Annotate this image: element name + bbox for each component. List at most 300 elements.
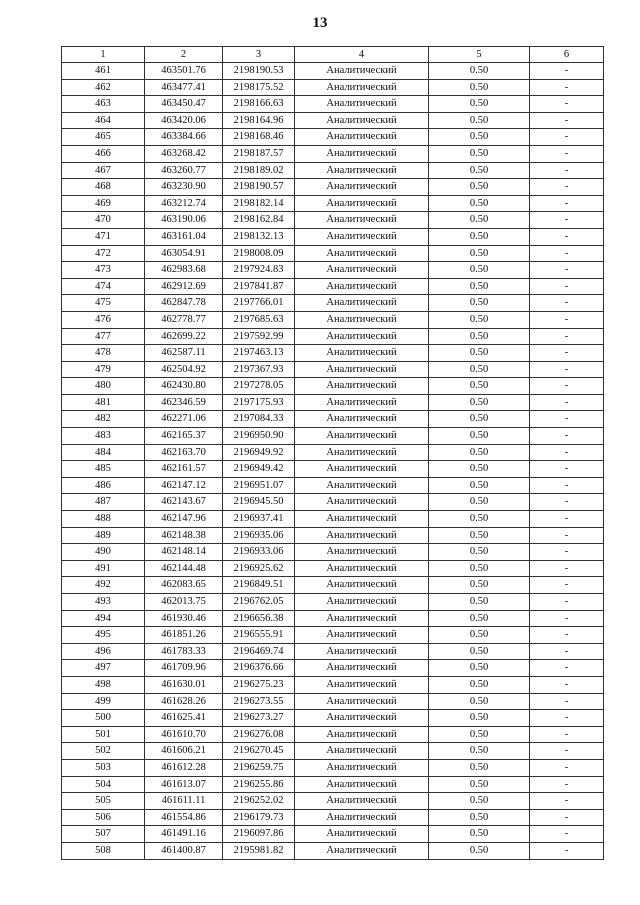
- point-number-cell: 476: [62, 311, 145, 328]
- y-coordinate-cell: 2197278.05: [223, 378, 295, 395]
- table-row: [62, 477, 604, 494]
- method-cell: Аналитический: [295, 96, 429, 113]
- y-coordinate-cell: 2196555.91: [223, 627, 295, 644]
- accuracy-cell: 0.50: [429, 96, 530, 113]
- y-coordinate-cell: 2196469.74: [223, 643, 295, 660]
- point-number-cell: 506: [62, 809, 145, 826]
- x-coordinate-cell: 461625.41: [145, 710, 223, 727]
- accuracy-cell: 0.50: [429, 660, 530, 677]
- x-coordinate-cell: 461610.70: [145, 726, 223, 743]
- x-coordinate-cell: 463477.41: [145, 79, 223, 96]
- point-number-cell: 463: [62, 96, 145, 113]
- point-number-cell: 496: [62, 643, 145, 660]
- x-coordinate-cell: 463420.06: [145, 112, 223, 129]
- note-cell: -: [530, 743, 604, 760]
- table-row: [62, 809, 604, 826]
- point-number-cell: 464: [62, 112, 145, 129]
- method-cell: Аналитический: [295, 378, 429, 395]
- y-coordinate-cell: 2196276.08: [223, 726, 295, 743]
- note-cell: -: [530, 411, 604, 428]
- accuracy-cell: 0.50: [429, 710, 530, 727]
- method-cell: Аналитический: [295, 776, 429, 793]
- table-row: [62, 378, 604, 395]
- y-coordinate-cell: 2198132.13: [223, 228, 295, 245]
- note-cell: -: [530, 793, 604, 810]
- y-coordinate-cell: 2198008.09: [223, 245, 295, 262]
- accuracy-cell: 0.50: [429, 577, 530, 594]
- point-number-cell: 477: [62, 328, 145, 345]
- note-cell: -: [530, 477, 604, 494]
- x-coordinate-cell: 462271.06: [145, 411, 223, 428]
- table-row: [62, 96, 604, 113]
- note-cell: -: [530, 759, 604, 776]
- accuracy-cell: 0.50: [429, 826, 530, 843]
- table-row: [62, 345, 604, 362]
- note-cell: -: [530, 676, 604, 693]
- table-row: [62, 195, 604, 212]
- x-coordinate-cell: 462147.96: [145, 511, 223, 528]
- accuracy-cell: 0.50: [429, 444, 530, 461]
- method-cell: Аналитический: [295, 842, 429, 859]
- point-number-cell: 475: [62, 295, 145, 312]
- x-coordinate-cell: 462165.37: [145, 428, 223, 445]
- accuracy-cell: 0.50: [429, 627, 530, 644]
- column-header: 3: [223, 47, 295, 63]
- method-cell: Аналитический: [295, 610, 429, 627]
- point-number-cell: 500: [62, 710, 145, 727]
- y-coordinate-cell: 2198190.53: [223, 63, 295, 80]
- method-cell: Аналитический: [295, 793, 429, 810]
- point-number-cell: 472: [62, 245, 145, 262]
- table-row: [62, 179, 604, 196]
- table-row: [62, 710, 604, 727]
- accuracy-cell: 0.50: [429, 676, 530, 693]
- note-cell: -: [530, 776, 604, 793]
- table-row: [62, 228, 604, 245]
- note-cell: -: [530, 145, 604, 162]
- point-number-cell: 465: [62, 129, 145, 146]
- method-cell: Аналитический: [295, 162, 429, 179]
- table-row: [62, 527, 604, 544]
- method-cell: Аналитический: [295, 278, 429, 295]
- accuracy-cell: 0.50: [429, 228, 530, 245]
- x-coordinate-cell: 462847.78: [145, 295, 223, 312]
- note-cell: -: [530, 345, 604, 362]
- note-cell: -: [530, 361, 604, 378]
- x-coordinate-cell: 461709.96: [145, 660, 223, 677]
- y-coordinate-cell: 2196252.02: [223, 793, 295, 810]
- note-cell: -: [530, 660, 604, 677]
- y-coordinate-cell: 2198182.14: [223, 195, 295, 212]
- point-number-cell: 502: [62, 743, 145, 760]
- accuracy-cell: 0.50: [429, 494, 530, 511]
- x-coordinate-cell: 463501.76: [145, 63, 223, 80]
- table-row: [62, 494, 604, 511]
- y-coordinate-cell: 2196275.23: [223, 676, 295, 693]
- note-cell: -: [530, 112, 604, 129]
- x-coordinate-cell: 463054.91: [145, 245, 223, 262]
- y-coordinate-cell: 2195981.82: [223, 842, 295, 859]
- note-cell: -: [530, 262, 604, 279]
- y-coordinate-cell: 2196273.27: [223, 710, 295, 727]
- method-cell: Аналитический: [295, 212, 429, 229]
- point-number-cell: 489: [62, 527, 145, 544]
- point-number-cell: 492: [62, 577, 145, 594]
- accuracy-cell: 0.50: [429, 594, 530, 611]
- method-cell: Аналитический: [295, 245, 429, 262]
- x-coordinate-cell: 462143.67: [145, 494, 223, 511]
- x-coordinate-cell: 462912.69: [145, 278, 223, 295]
- point-number-cell: 503: [62, 759, 145, 776]
- note-cell: -: [530, 79, 604, 96]
- table-row: [62, 394, 604, 411]
- point-number-cell: 491: [62, 560, 145, 577]
- method-cell: Аналитический: [295, 328, 429, 345]
- x-coordinate-cell: 462144.48: [145, 560, 223, 577]
- y-coordinate-cell: 2198164.96: [223, 112, 295, 129]
- x-coordinate-cell: 463450.47: [145, 96, 223, 113]
- accuracy-cell: 0.50: [429, 743, 530, 760]
- accuracy-cell: 0.50: [429, 63, 530, 80]
- point-number-cell: 499: [62, 693, 145, 710]
- x-coordinate-cell: 463161.04: [145, 228, 223, 245]
- table-row: [62, 278, 604, 295]
- header-row: [62, 47, 604, 63]
- note-cell: -: [530, 162, 604, 179]
- method-cell: Аналитический: [295, 726, 429, 743]
- note-cell: -: [530, 96, 604, 113]
- x-coordinate-cell: 462013.75: [145, 594, 223, 611]
- point-number-cell: 497: [62, 660, 145, 677]
- column-header: 1: [62, 47, 145, 63]
- method-cell: Аналитический: [295, 411, 429, 428]
- table-row: [62, 726, 604, 743]
- note-cell: -: [530, 826, 604, 843]
- y-coordinate-cell: 2196937.41: [223, 511, 295, 528]
- table-row: [62, 262, 604, 279]
- accuracy-cell: 0.50: [429, 477, 530, 494]
- x-coordinate-cell: 461628.26: [145, 693, 223, 710]
- point-number-cell: 488: [62, 511, 145, 528]
- method-cell: Аналитический: [295, 477, 429, 494]
- method-cell: Аналитический: [295, 577, 429, 594]
- note-cell: -: [530, 610, 604, 627]
- table-row: [62, 63, 604, 80]
- y-coordinate-cell: 2197084.33: [223, 411, 295, 428]
- note-cell: -: [530, 428, 604, 445]
- table-row: [62, 145, 604, 162]
- accuracy-cell: 0.50: [429, 759, 530, 776]
- table-row: [62, 411, 604, 428]
- column-header: 5: [429, 47, 530, 63]
- table-row: [62, 461, 604, 478]
- method-cell: Аналитический: [295, 676, 429, 693]
- x-coordinate-cell: 463260.77: [145, 162, 223, 179]
- method-cell: Аналитический: [295, 643, 429, 660]
- table-row: [62, 544, 604, 561]
- y-coordinate-cell: 2198189.02: [223, 162, 295, 179]
- accuracy-cell: 0.50: [429, 112, 530, 129]
- x-coordinate-cell: 461400.87: [145, 842, 223, 859]
- method-cell: Аналитический: [295, 112, 429, 129]
- y-coordinate-cell: 2198190.57: [223, 179, 295, 196]
- method-cell: Аналитический: [295, 311, 429, 328]
- table-row: [62, 643, 604, 660]
- note-cell: -: [530, 527, 604, 544]
- x-coordinate-cell: 462148.38: [145, 527, 223, 544]
- method-cell: Аналитический: [295, 145, 429, 162]
- method-cell: Аналитический: [295, 809, 429, 826]
- accuracy-cell: 0.50: [429, 394, 530, 411]
- x-coordinate-cell: 462983.68: [145, 262, 223, 279]
- y-coordinate-cell: 2196949.42: [223, 461, 295, 478]
- x-coordinate-cell: 461554.86: [145, 809, 223, 826]
- x-coordinate-cell: 463212.74: [145, 195, 223, 212]
- table-row: [62, 776, 604, 793]
- method-cell: Аналитический: [295, 228, 429, 245]
- point-number-cell: 480: [62, 378, 145, 395]
- point-number-cell: 493: [62, 594, 145, 611]
- method-cell: Аналитический: [295, 295, 429, 312]
- table-row: [62, 212, 604, 229]
- point-number-cell: 466: [62, 145, 145, 162]
- point-number-cell: 495: [62, 627, 145, 644]
- y-coordinate-cell: 2196179.73: [223, 809, 295, 826]
- accuracy-cell: 0.50: [429, 179, 530, 196]
- y-coordinate-cell: 2197463.13: [223, 345, 295, 362]
- table-row: [62, 245, 604, 262]
- x-coordinate-cell: 461630.01: [145, 676, 223, 693]
- y-coordinate-cell: 2196849.51: [223, 577, 295, 594]
- point-number-cell: 486: [62, 477, 145, 494]
- y-coordinate-cell: 2196950.90: [223, 428, 295, 445]
- table-row: [62, 511, 604, 528]
- note-cell: -: [530, 394, 604, 411]
- method-cell: Аналитический: [295, 710, 429, 727]
- y-coordinate-cell: 2196951.07: [223, 477, 295, 494]
- point-number-cell: 461: [62, 63, 145, 80]
- method-cell: Аналитический: [295, 428, 429, 445]
- point-number-cell: 462: [62, 79, 145, 96]
- x-coordinate-cell: 462147.12: [145, 477, 223, 494]
- point-number-cell: 484: [62, 444, 145, 461]
- method-cell: Аналитический: [295, 444, 429, 461]
- note-cell: -: [530, 577, 604, 594]
- method-cell: Аналитический: [295, 361, 429, 378]
- point-number-cell: 473: [62, 262, 145, 279]
- table-row: [62, 560, 604, 577]
- note-cell: -: [530, 809, 604, 826]
- note-cell: -: [530, 627, 604, 644]
- accuracy-cell: 0.50: [429, 129, 530, 146]
- x-coordinate-cell: 462163.70: [145, 444, 223, 461]
- point-number-cell: 479: [62, 361, 145, 378]
- y-coordinate-cell: 2196762.05: [223, 594, 295, 611]
- method-cell: Аналитический: [295, 63, 429, 80]
- method-cell: Аналитический: [295, 511, 429, 528]
- table-row: [62, 112, 604, 129]
- x-coordinate-cell: 463384.66: [145, 129, 223, 146]
- x-coordinate-cell: 462430.80: [145, 378, 223, 395]
- point-number-cell: 481: [62, 394, 145, 411]
- y-coordinate-cell: 2196945.50: [223, 494, 295, 511]
- accuracy-cell: 0.50: [429, 79, 530, 96]
- point-number-cell: 487: [62, 494, 145, 511]
- table-row: [62, 793, 604, 810]
- y-coordinate-cell: 2196259.75: [223, 759, 295, 776]
- note-cell: -: [530, 461, 604, 478]
- table-row: [62, 743, 604, 760]
- point-number-cell: 478: [62, 345, 145, 362]
- method-cell: Аналитический: [295, 560, 429, 577]
- method-cell: Аналитический: [295, 129, 429, 146]
- accuracy-cell: 0.50: [429, 328, 530, 345]
- method-cell: Аналитический: [295, 494, 429, 511]
- accuracy-cell: 0.50: [429, 776, 530, 793]
- y-coordinate-cell: 2196935.06: [223, 527, 295, 544]
- column-header: 4: [295, 47, 429, 63]
- table-row: [62, 759, 604, 776]
- y-coordinate-cell: 2196376.66: [223, 660, 295, 677]
- y-coordinate-cell: 2197175.93: [223, 394, 295, 411]
- accuracy-cell: 0.50: [429, 295, 530, 312]
- point-number-cell: 504: [62, 776, 145, 793]
- point-number-cell: 498: [62, 676, 145, 693]
- x-coordinate-cell: 461851.26: [145, 627, 223, 644]
- method-cell: Аналитический: [295, 394, 429, 411]
- note-cell: -: [530, 311, 604, 328]
- column-header: 6: [530, 47, 604, 63]
- accuracy-cell: 0.50: [429, 544, 530, 561]
- note-cell: -: [530, 726, 604, 743]
- accuracy-cell: 0.50: [429, 527, 530, 544]
- method-cell: Аналитический: [295, 79, 429, 96]
- x-coordinate-cell: 461611.11: [145, 793, 223, 810]
- accuracy-cell: 0.50: [429, 411, 530, 428]
- table-row: [62, 129, 604, 146]
- method-cell: Аналитический: [295, 461, 429, 478]
- method-cell: Аналитический: [295, 195, 429, 212]
- y-coordinate-cell: 2198166.63: [223, 96, 295, 113]
- point-number-cell: 505: [62, 793, 145, 810]
- accuracy-cell: 0.50: [429, 643, 530, 660]
- point-number-cell: 470: [62, 212, 145, 229]
- note-cell: -: [530, 179, 604, 196]
- note-cell: -: [530, 228, 604, 245]
- accuracy-cell: 0.50: [429, 378, 530, 395]
- accuracy-cell: 0.50: [429, 311, 530, 328]
- x-coordinate-cell: 462587.11: [145, 345, 223, 362]
- table-row: [62, 826, 604, 843]
- accuracy-cell: 0.50: [429, 195, 530, 212]
- y-coordinate-cell: 2197685.63: [223, 311, 295, 328]
- point-number-cell: 485: [62, 461, 145, 478]
- note-cell: -: [530, 212, 604, 229]
- x-coordinate-cell: 461612.28: [145, 759, 223, 776]
- y-coordinate-cell: 2198187.57: [223, 145, 295, 162]
- note-cell: -: [530, 295, 604, 312]
- table-row: [62, 311, 604, 328]
- point-number-cell: 469: [62, 195, 145, 212]
- point-number-cell: 474: [62, 278, 145, 295]
- table-body: [62, 63, 604, 860]
- method-cell: Аналитический: [295, 262, 429, 279]
- method-cell: Аналитический: [295, 660, 429, 677]
- accuracy-cell: 0.50: [429, 693, 530, 710]
- note-cell: -: [530, 278, 604, 295]
- x-coordinate-cell: 462083.65: [145, 577, 223, 594]
- table-row: [62, 361, 604, 378]
- table-row: [62, 842, 604, 859]
- note-cell: -: [530, 594, 604, 611]
- point-number-cell: 508: [62, 842, 145, 859]
- method-cell: Аналитический: [295, 544, 429, 561]
- note-cell: -: [530, 328, 604, 345]
- method-cell: Аналитический: [295, 627, 429, 644]
- point-number-cell: 507: [62, 826, 145, 843]
- y-coordinate-cell: 2197924.83: [223, 262, 295, 279]
- note-cell: -: [530, 560, 604, 577]
- point-number-cell: 501: [62, 726, 145, 743]
- table-row: [62, 577, 604, 594]
- accuracy-cell: 0.50: [429, 461, 530, 478]
- y-coordinate-cell: 2198162.84: [223, 212, 295, 229]
- accuracy-cell: 0.50: [429, 212, 530, 229]
- note-cell: -: [530, 511, 604, 528]
- note-cell: -: [530, 63, 604, 80]
- method-cell: Аналитический: [295, 743, 429, 760]
- accuracy-cell: 0.50: [429, 245, 530, 262]
- x-coordinate-cell: 463268.42: [145, 145, 223, 162]
- y-coordinate-cell: 2197766.01: [223, 295, 295, 312]
- x-coordinate-cell: 462161.57: [145, 461, 223, 478]
- accuracy-cell: 0.50: [429, 162, 530, 179]
- accuracy-cell: 0.50: [429, 145, 530, 162]
- y-coordinate-cell: 2196656.38: [223, 610, 295, 627]
- accuracy-cell: 0.50: [429, 842, 530, 859]
- note-cell: -: [530, 842, 604, 859]
- y-coordinate-cell: 2196273.55: [223, 693, 295, 710]
- note-cell: -: [530, 643, 604, 660]
- table-row: [62, 627, 604, 644]
- y-coordinate-cell: 2196255.86: [223, 776, 295, 793]
- note-cell: -: [530, 710, 604, 727]
- table-row: [62, 594, 604, 611]
- point-number-cell: 494: [62, 610, 145, 627]
- accuracy-cell: 0.50: [429, 726, 530, 743]
- x-coordinate-cell: 462504.92: [145, 361, 223, 378]
- x-coordinate-cell: 462148.14: [145, 544, 223, 561]
- x-coordinate-cell: 462778.77: [145, 311, 223, 328]
- y-coordinate-cell: 2198175.52: [223, 79, 295, 96]
- note-cell: -: [530, 544, 604, 561]
- accuracy-cell: 0.50: [429, 560, 530, 577]
- table-row: [62, 676, 604, 693]
- y-coordinate-cell: 2198168.46: [223, 129, 295, 146]
- point-number-cell: 490: [62, 544, 145, 561]
- note-cell: -: [530, 693, 604, 710]
- method-cell: Аналитический: [295, 826, 429, 843]
- x-coordinate-cell: 461930.46: [145, 610, 223, 627]
- note-cell: -: [530, 195, 604, 212]
- y-coordinate-cell: 2197367.93: [223, 361, 295, 378]
- table-row: [62, 428, 604, 445]
- table-row: [62, 79, 604, 96]
- x-coordinate-cell: 461606.21: [145, 743, 223, 760]
- column-header: 2: [145, 47, 223, 63]
- x-coordinate-cell: 461613.07: [145, 776, 223, 793]
- note-cell: -: [530, 494, 604, 511]
